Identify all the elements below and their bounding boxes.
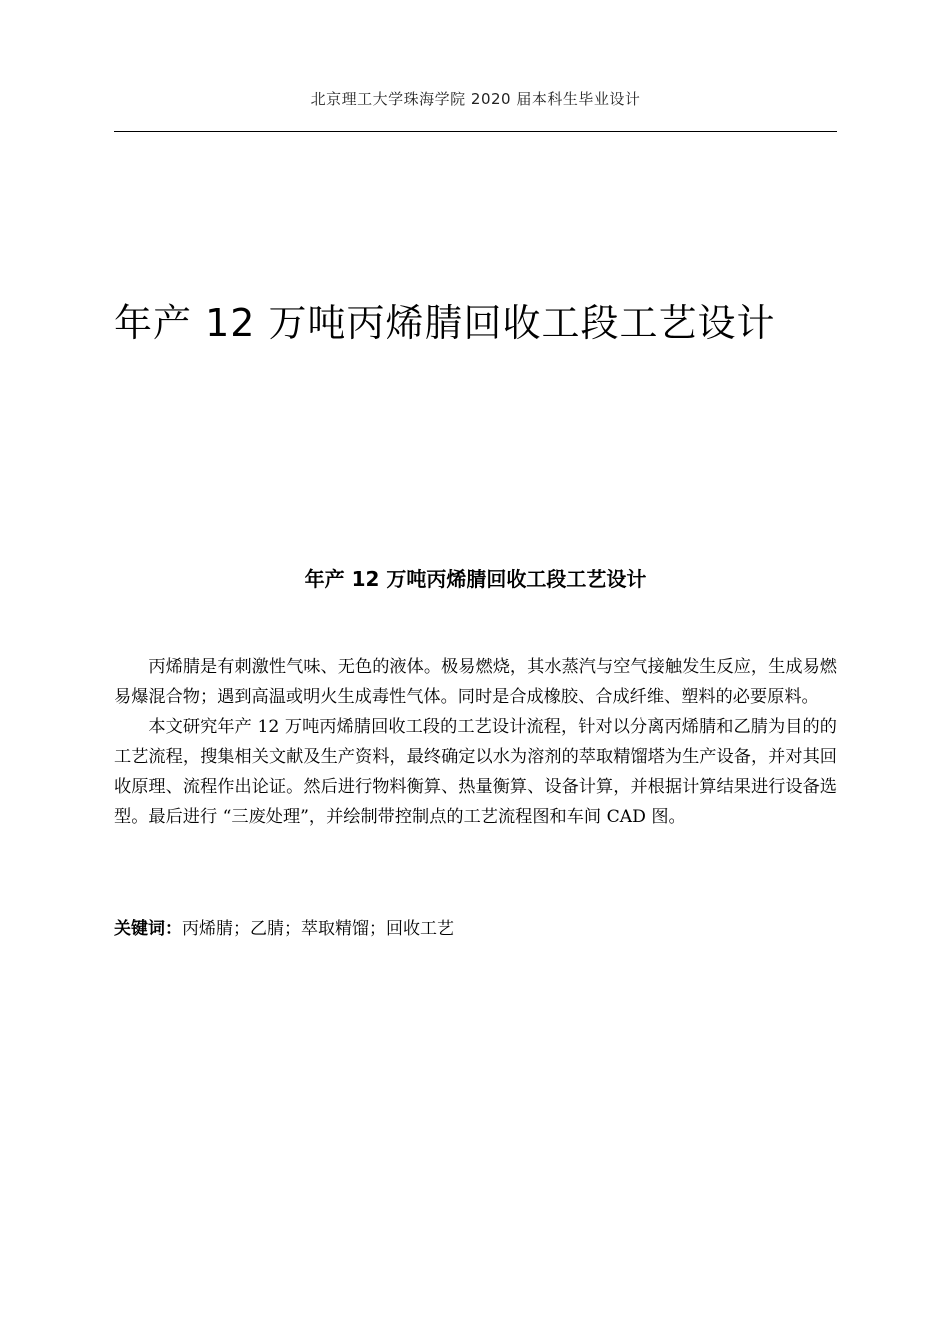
abstract-paragraph-2: 本文研究年产 12 万吨丙烯腈回收工段的工艺设计流程，针对以分离丙烯腈和乙腈为目的的工艺流程，搜集相关文献及生产资料，最终确定以水为溶剂的萃取精馏塔为生产设备，并对其回收原理、流程作出论证。然后进行物料衡算、热量衡算、设备计算，并根据计算结果进行设备选型。最后进行 “三废处理”，并绘制带控制点的工艺流程图和车间 CAD 图。 — [114, 717, 837, 827]
keywords-list: 丙烯腈；乙腈；萃取精馏；回收工艺 — [182, 919, 454, 939]
keywords-line — [114, 914, 454, 944]
keywords-label: 关键词： — [114, 919, 182, 939]
running-header: 北京理工大学珠海学院 2020 届本科生毕业设计 — [310, 90, 641, 108]
abstract-heading: 年产 12 万吨丙烯腈回收工段工艺设计 — [304, 567, 647, 591]
header-divider — [114, 131, 837, 132]
thesis-title: 年产 12 万吨丙烯腈回收工段工艺设计 — [114, 301, 776, 345]
abstract-body — [114, 652, 837, 832]
abstract-paragraph-1: 丙烯腈是有刺激性气味、无色的液体。极易燃烧，其水蒸汽与空气接触发生反应，生成易燃易爆混合物；遇到高温或明火生成毒性气体。同时是合成橡胶、合成纤维、塑料的必要原料。 — [114, 657, 837, 707]
